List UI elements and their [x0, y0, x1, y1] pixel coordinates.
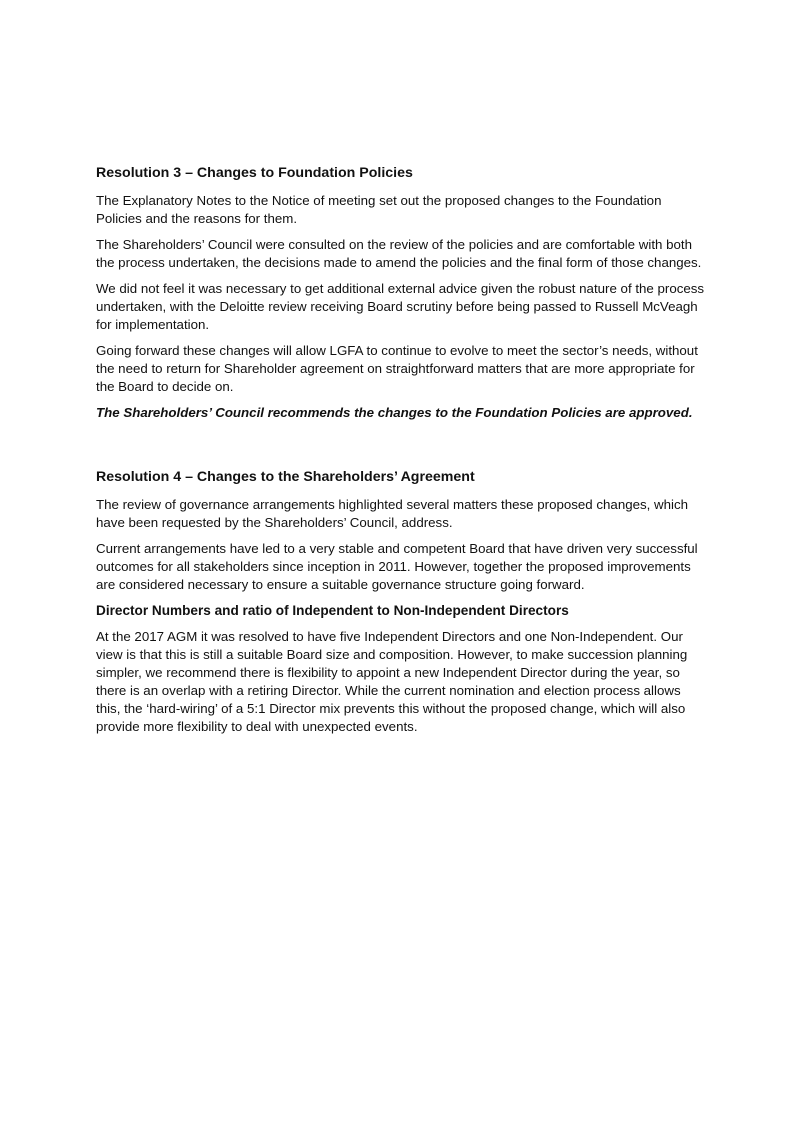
resolution-4-section — [96, 468, 706, 736]
resolution-3-paragraph: The Shareholders’ Council were consulted on the review of the policies and are comfortable with both the process undertaken, the decisions made to amend the policies and the final form of those changes. — [96, 237, 702, 270]
resolution-3-paragraph: Going forward these changes will allow LGFA to continue to evolve to meet the sector’s needs, without the need to return for Shareholder agreement on straightforward matters that are more appropriate for the Board to decide on. — [96, 343, 698, 394]
resolution-3-recommendation: The Shareholders’ Council recommends the changes to the Foundation Policies are approved. — [96, 405, 693, 420]
document-body — [96, 164, 706, 744]
resolution-3-heading: Resolution 3 – Changes to Foundation Policies — [96, 165, 413, 181]
resolution-4-paragraph: Current arrangements have led to a very stable and competent Board that have driven very successful outcomes for all stakeholders since inception in 2011. However, together the proposed improvements are considered necessary to ensure a suitable governance structure going forward. — [96, 541, 698, 592]
resolution-3-section — [96, 164, 706, 422]
resolution-3-paragraph: We did not feel it was necessary to get additional external advice given the robust nature of the process undertaken, with the Deloitte review receiving Board scrutiny before being passed to Russell McVeagh for implementation. — [96, 281, 705, 332]
director-numbers-subheading: Director Numbers and ratio of Independent to Non-Independent Directors — [96, 603, 569, 618]
resolution-4-paragraph: The review of governance arrangements highlighted several matters these proposed changes, which have been requested by the Shareholders’ Council, address. — [96, 497, 689, 530]
section-spacer — [96, 430, 706, 468]
resolution-3-paragraph: The Explanatory Notes to the Notice of meeting set out the proposed changes to the Foundation Policies and the reasons for them. — [96, 193, 662, 226]
resolution-4-heading: Resolution 4 – Changes to the Shareholders’ Agreement — [96, 469, 475, 485]
director-numbers-paragraph: At the 2017 AGM it was resolved to have five Independent Directors and one Non-Independent. Our view is that this is still a suitable Board size and composition. However, to make succession planning simpler, we recommend there is flexibility to appoint a new Independent Director during the year, so there is an overlap with a retiring Director. While the current nomination and election process allows this, the ‘hard-wiring’ of a 5:1 Director mix prevents this without the proposed change, which will also provide more flexibility to deal with unexpected events. — [96, 629, 688, 734]
